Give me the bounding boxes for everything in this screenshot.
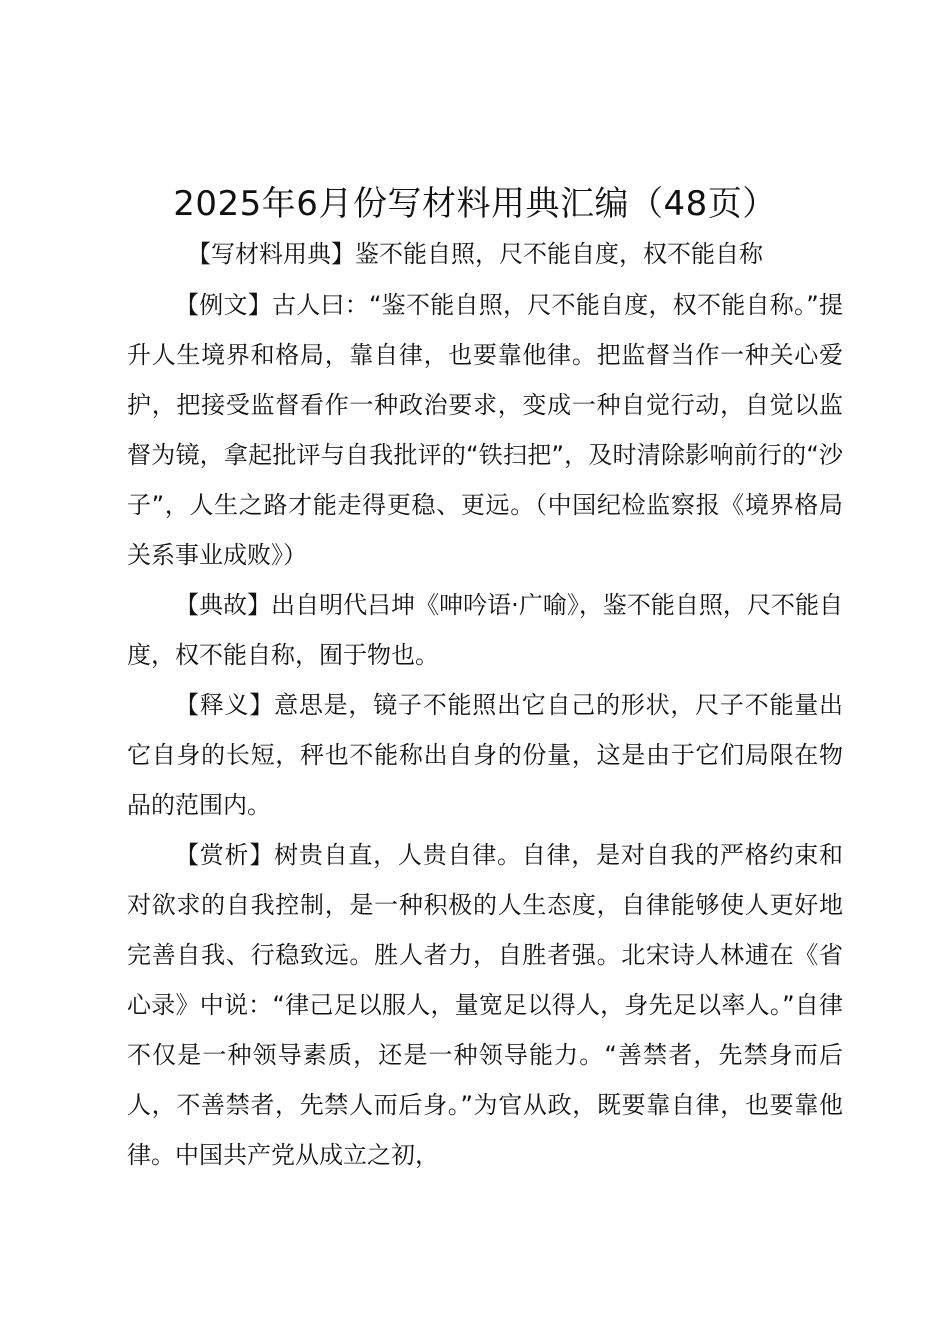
paragraph-interpretation: 【释义】意思是，镜子不能照出它自己的形状，尺子不能量出它自身的长短，秤也不能称出自身的份量，这是由于它们局限在物品的范围内。 (127, 691, 843, 819)
paragraph-allusion: 【典故】出自明代吕坤《呻吟语·广喻》，鉴不能自照，尺不能自度，权不能自称，囿于物也。 (127, 591, 843, 669)
document-subtitle: 【写材料用典】鉴不能自照，尺不能自度，权不能自称 (187, 240, 763, 268)
document-title: 2025年6月份写材料用典汇编（48页） (173, 184, 777, 224)
document-body (127, 280, 843, 1180)
paragraph-appreciation: 【赏析】树贵自直，人贵自律。自律，是对自我的严格约束和对欲求的自我控制，是一种积极的人生态度，自律能够使人更好地完善自我、行稳致远。胜人者力，自胜者强。北宋诗人林逋在《省心录》中说：“律己足以服人，量宽足以得人，身先足以率人。”自律不仅是一种领导素质，还是一种领导能力。“善禁者，先禁身而后人，不善禁者，先禁人而后身。”为官从政，既要靠自律，也要靠他律。中国共产党从成立之初， (127, 841, 843, 1169)
paragraph-example: 【例文】古人曰：“鉴不能自照，尺不能自度，权不能自称。”提升人生境界和格局，靠自律，也要靠他律。把监督当作一种关心爱护，把接受监督看作一种政治要求，变成一种自觉行动，自觉以监督为镜，拿起批评与自我批评的“铁扫把”，及时清除影响前行的“沙子”，人生之路才能走得更稳、更远。（中国纪检监察报《境界格局关系事业成败》） (127, 291, 843, 569)
